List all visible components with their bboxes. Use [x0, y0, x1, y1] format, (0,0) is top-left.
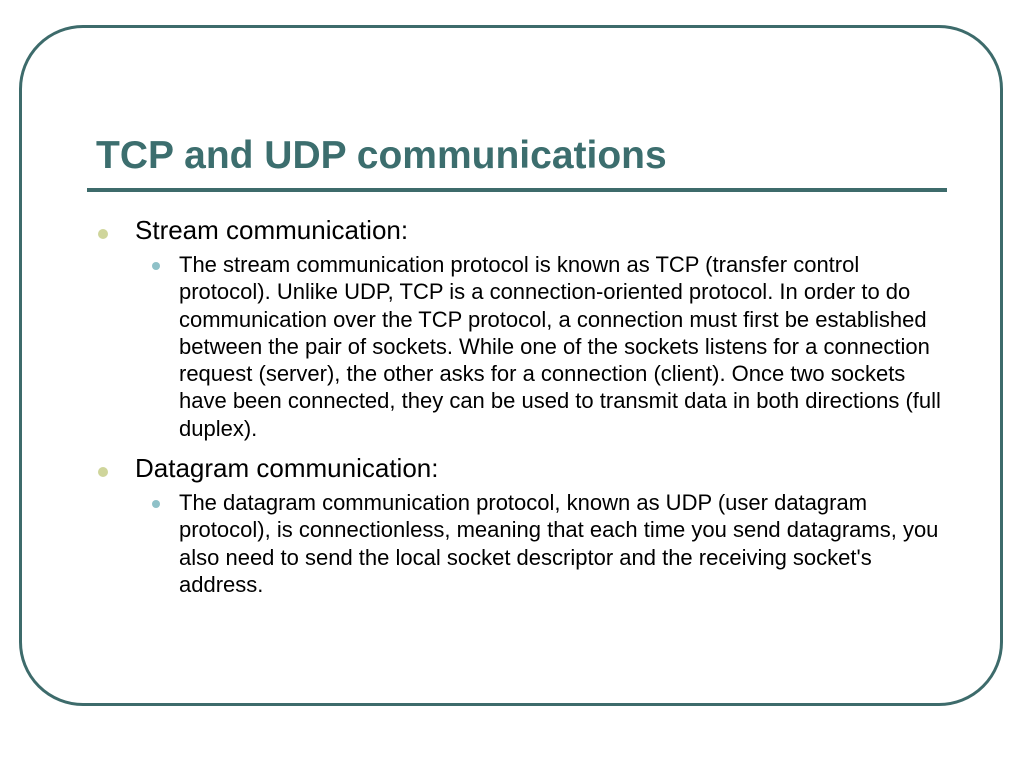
bullet-heading: Datagram communication:: [135, 453, 439, 484]
bullet-datagram-communication: [96, 452, 956, 484]
sub-bullet-datagram-detail: [96, 489, 956, 598]
slide-content: [96, 214, 956, 604]
bullet-heading: Stream communication:: [135, 215, 409, 245]
bullet-dot-icon: [98, 229, 108, 239]
sub-bullet-text: The stream communication protocol is known as TCP (transfer control protocol). Unlike UDP, TCP is a connection-oriented protocol. In order to do communication over the TCP protocol, a connection must first be established between the pair of sockets. While one of the sockets listens for a connection request (server), the other asks for a connection (client). Once two sockets have been connected, they can be used to transmit data in both directions (full duplex).: [179, 252, 941, 441]
sub-bullet-dot-icon: [152, 262, 160, 270]
sub-bullet-text: The datagram communication protocol, known as UDP (user datagram protocol), is connectionless, meaning that each time you send datagrams, you also need to send the local socket descriptor and the receiving socket's address.: [179, 490, 939, 597]
sub-bullet-stream-detail: [96, 251, 956, 442]
sub-bullet-dot-icon: [152, 500, 160, 508]
title-underline: [87, 188, 947, 192]
bullet-dot-icon: [98, 467, 108, 477]
bullet-stream-communication: [96, 214, 956, 246]
slide-title: TCP and UDP communications: [96, 134, 667, 177]
